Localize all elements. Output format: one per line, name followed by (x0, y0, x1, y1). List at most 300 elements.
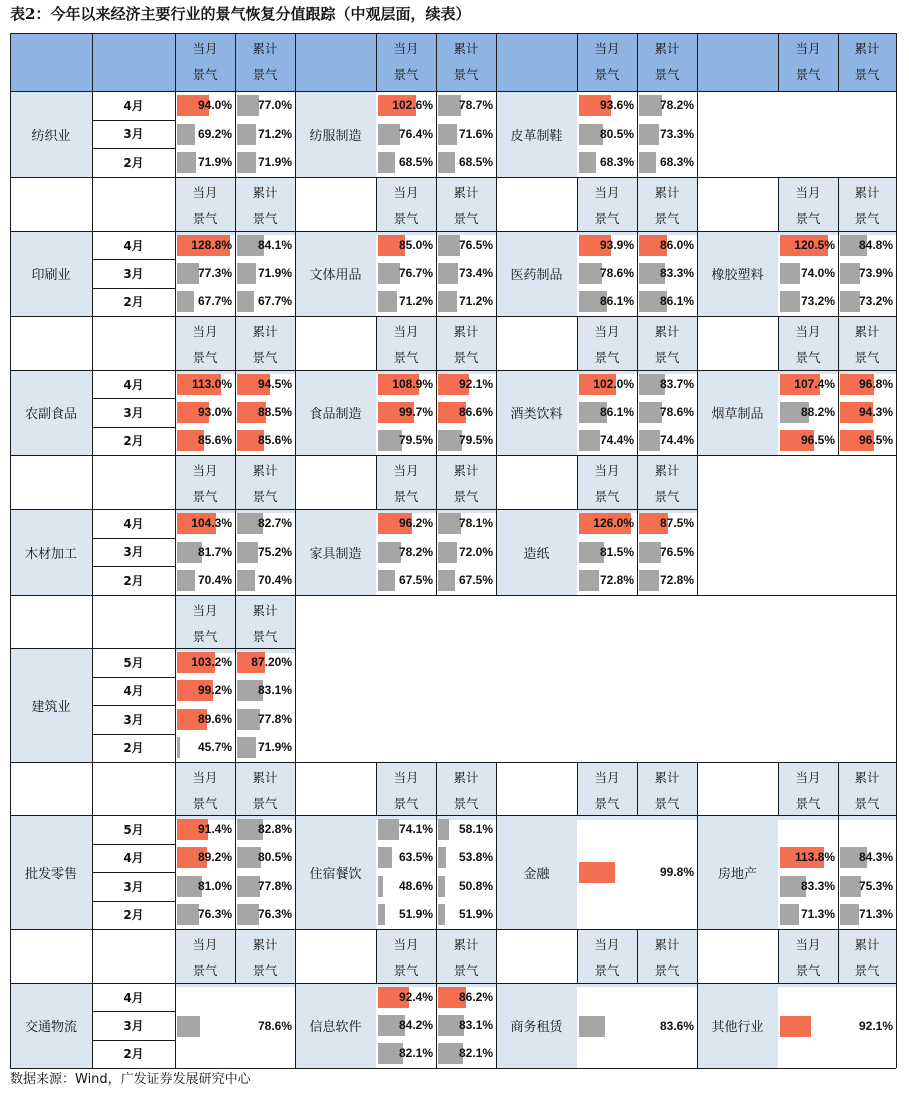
month-label: 3月 (123, 127, 144, 142)
grid-line (92, 427, 175, 428)
header-line: 景气 (854, 211, 880, 226)
value-cell (436, 288, 496, 315)
current-climate-header (175, 33, 235, 91)
header-line: 景气 (393, 796, 419, 811)
grid-line (577, 316, 578, 370)
value-text: 83.1% (458, 1018, 493, 1032)
current-climate-header (778, 929, 838, 987)
current-climate-header (175, 595, 235, 653)
value-cell (778, 260, 838, 287)
value-bar (237, 904, 259, 925)
month-label: 5月 (123, 655, 144, 670)
value-text: 75.2% (257, 544, 292, 559)
value-text: 81.0% (197, 878, 232, 893)
value-cell (235, 232, 295, 259)
grid-line (92, 120, 175, 121)
header-line: 景气 (192, 67, 218, 82)
cumulative-climate-header (436, 929, 496, 987)
value-text: 113.0% (191, 376, 232, 391)
cumulative-climate-header (838, 316, 896, 374)
cumulative-climate-header (436, 177, 496, 235)
grid-line (175, 595, 176, 648)
value-cell (376, 567, 436, 594)
value-bar (639, 542, 661, 563)
month-label: 4月 (123, 238, 144, 253)
header-line: 当月 (192, 324, 218, 339)
value-text: 71.3% (858, 907, 893, 922)
header-line: 景气 (252, 67, 278, 82)
current-climate-header (376, 455, 436, 513)
header-line: 景气 (594, 211, 620, 226)
header-line: 累计 (453, 937, 479, 952)
grid-line (778, 762, 779, 815)
grid-line (838, 370, 839, 455)
grid-line (436, 231, 437, 316)
header-line: 景气 (854, 350, 880, 365)
grid-line (436, 455, 437, 509)
current-climate-header (175, 177, 235, 235)
grid-line (637, 370, 638, 455)
grid-line (637, 455, 638, 509)
value-bar (840, 291, 860, 312)
grid-line (92, 1040, 175, 1041)
header-line: 累计 (854, 770, 880, 785)
value-cell (637, 567, 697, 594)
value-cell (778, 901, 838, 928)
value-cell (235, 510, 295, 537)
grid-line (92, 762, 93, 815)
grid-line (376, 455, 377, 509)
grid-line (295, 370, 296, 455)
value-cell (838, 427, 896, 454)
grid-line (637, 929, 638, 983)
value-text: 78.2% (398, 544, 433, 559)
grid-line (697, 983, 698, 1068)
value-cell (376, 984, 436, 1011)
cumulative-climate-header (838, 33, 896, 91)
header-line: 累计 (654, 185, 680, 200)
grid-line (92, 566, 175, 567)
value-text: 82.8% (257, 821, 292, 836)
grid-line (697, 762, 698, 815)
industry-label: 商务租赁 (496, 983, 577, 1068)
value-cell (577, 1013, 697, 1040)
value-text: 71.2% (398, 294, 433, 309)
grid-line (92, 901, 175, 902)
industry-label: 家具制造 (295, 509, 376, 595)
grid-line (10, 1068, 896, 1069)
header-line: 景气 (393, 963, 419, 978)
value-text: 78.7% (458, 97, 493, 112)
value-cell (175, 1013, 295, 1040)
grid-line (376, 33, 377, 91)
header-line: 景气 (594, 489, 620, 504)
value-text: 77.0% (257, 97, 292, 112)
value-text: 96.8% (858, 376, 893, 391)
value-bar (639, 430, 660, 451)
header-line: 当月 (795, 185, 821, 200)
value-cell (577, 399, 637, 426)
value-text: 89.6% (197, 711, 232, 726)
value-text: 84.1% (257, 237, 292, 252)
value-text: 99.7% (398, 405, 433, 419)
industry-label: 医药制品 (496, 231, 577, 316)
value-text: 92.1% (858, 1018, 893, 1033)
value-text: 96.5% (858, 433, 893, 448)
cumulative-climate-header (235, 595, 295, 653)
value-cell (436, 844, 496, 871)
header-line: 当月 (795, 937, 821, 952)
grid-line (295, 509, 296, 595)
value-cell (637, 92, 697, 119)
grid-line (10, 983, 896, 984)
value-text: 96.5% (800, 433, 835, 448)
grid-line (10, 509, 697, 510)
grid-line (295, 815, 296, 929)
header-line: 景气 (393, 67, 419, 82)
grid-line (295, 929, 296, 983)
grid-line (838, 33, 839, 91)
grid-line (436, 509, 437, 595)
header-line: 景气 (192, 350, 218, 365)
header-line: 景气 (192, 629, 218, 644)
value-text: 94.5% (257, 376, 292, 391)
value-bar (237, 570, 255, 591)
value-cell (577, 288, 637, 315)
header-line: 景气 (795, 67, 821, 82)
value-text: 51.9% (458, 907, 493, 922)
value-cell (637, 399, 697, 426)
value-cell (376, 92, 436, 119)
header-line: 累计 (252, 41, 278, 56)
grid-line (896, 231, 897, 316)
value-cell (376, 121, 436, 148)
value-cell (175, 149, 235, 176)
grid-line (235, 509, 236, 595)
value-text: 94.0% (197, 97, 232, 112)
value-cell (235, 873, 295, 900)
grid-line (697, 455, 698, 509)
current-climate-header (175, 316, 235, 374)
value-bar (639, 570, 659, 591)
value-bar (237, 124, 256, 145)
grid-line (697, 231, 698, 316)
value-cell (175, 677, 235, 704)
value-cell (235, 260, 295, 287)
header-line: 累计 (854, 937, 880, 952)
grid-line (175, 177, 176, 231)
value-cell (436, 984, 496, 1011)
industry-label: 农副食品 (10, 370, 92, 455)
value-cell (376, 232, 436, 259)
header-line: 景气 (192, 796, 218, 811)
value-text: 50.8% (458, 878, 493, 893)
header-line: 累计 (252, 463, 278, 478)
grid-line (235, 815, 236, 929)
value-cell (637, 371, 697, 398)
grid-line (10, 231, 896, 232)
value-cell (436, 260, 496, 287)
grid-line (92, 705, 175, 706)
grid-line (577, 33, 578, 91)
month-label: 3月 (123, 712, 144, 727)
value-bar (438, 904, 445, 925)
value-cell (436, 1012, 496, 1039)
grid-line (376, 762, 377, 815)
value-cell (376, 399, 436, 426)
value-text: 86.2% (458, 989, 493, 1004)
header-line: 当月 (594, 324, 620, 339)
value-cell (838, 873, 896, 900)
value-text: 77.8% (257, 878, 292, 893)
month-label: 2月 (123, 908, 144, 923)
grid-line (92, 595, 93, 648)
cumulative-climate-header (838, 762, 896, 820)
cumulative-climate-header (436, 316, 496, 374)
industry-label: 批发零售 (10, 815, 92, 929)
value-text: 68.5% (458, 155, 493, 170)
value-text: 113.8% (794, 850, 835, 865)
grid-line (697, 370, 698, 455)
grid-line (175, 370, 176, 455)
value-bar (579, 862, 615, 883)
grid-line (577, 762, 578, 815)
header-line: 当月 (594, 185, 620, 200)
grid-line (577, 929, 578, 983)
grid-line (637, 177, 638, 231)
grid-line (295, 33, 296, 91)
header-line: 当月 (393, 463, 419, 478)
header-line: 景气 (654, 489, 680, 504)
industry-label: 纺服制造 (295, 91, 376, 177)
month-label: 3月 (123, 266, 144, 281)
header-line: 景气 (393, 211, 419, 226)
grid-line (10, 595, 896, 596)
value-cell (637, 149, 697, 176)
value-cell (436, 901, 496, 928)
value-cell (577, 859, 697, 886)
value-cell (235, 427, 295, 454)
grid-line (697, 929, 698, 983)
header-line: 累计 (654, 463, 680, 478)
current-climate-header (577, 929, 637, 987)
grid-line (235, 595, 236, 648)
header-line: 景气 (453, 211, 479, 226)
month-label: 4月 (123, 990, 144, 1005)
header-line: 景气 (594, 350, 620, 365)
grid-line (577, 177, 578, 231)
grid-line (896, 595, 897, 762)
grid-line (175, 815, 176, 929)
value-text: 93.9% (599, 237, 634, 252)
grid-line (376, 929, 377, 983)
grid-line (295, 316, 296, 370)
value-text: 74.0% (800, 266, 835, 280)
month-label: 4月 (123, 851, 144, 866)
cumulative-climate-header (436, 762, 496, 820)
grid-line (778, 929, 779, 983)
value-text: 87.20% (251, 654, 292, 669)
header-line: 当月 (393, 770, 419, 785)
header-line: 当月 (594, 463, 620, 478)
value-text: 81.5% (599, 544, 634, 559)
grid-line (436, 929, 437, 983)
value-cell (235, 734, 295, 761)
value-cell (838, 260, 896, 287)
header-line: 景气 (795, 211, 821, 226)
grid-line (175, 929, 176, 983)
value-bar (438, 124, 457, 145)
header-line: 累计 (252, 603, 278, 618)
grid-line (496, 983, 497, 1068)
grid-line (10, 762, 11, 929)
value-text: 82.1% (398, 1046, 433, 1061)
value-bar (639, 152, 656, 173)
grid-line (496, 762, 497, 815)
value-cell (577, 567, 637, 594)
header-line: 景气 (453, 489, 479, 504)
value-text: 84.8% (858, 237, 893, 252)
header-line: 当月 (795, 324, 821, 339)
grid-line (697, 316, 698, 370)
value-text: 76.3% (257, 907, 292, 922)
grid-line (436, 316, 437, 370)
grid-line (838, 762, 839, 815)
value-bar (177, 737, 180, 758)
grid-line (637, 762, 638, 815)
grid-line (778, 33, 779, 91)
value-text: 88.2% (800, 405, 835, 419)
value-text: 92.1% (458, 376, 493, 391)
value-text: 104.3% (191, 515, 232, 530)
grid-line (838, 177, 839, 231)
value-text: 83.7% (659, 376, 694, 391)
header-line: 景气 (795, 350, 821, 365)
value-cell (376, 1012, 436, 1039)
cumulative-climate-header (637, 316, 697, 374)
value-cell (436, 149, 496, 176)
grid-line (92, 844, 175, 845)
header-line: 景气 (594, 67, 620, 82)
value-bar (378, 542, 401, 563)
value-text: 76.5% (458, 237, 493, 252)
grid-line (92, 983, 93, 1068)
value-text: 67.7% (257, 294, 292, 309)
value-cell (436, 232, 496, 259)
value-bar (579, 263, 602, 284)
value-text: 71.3% (800, 907, 835, 922)
value-cell (175, 873, 235, 900)
value-cell (175, 260, 235, 287)
current-climate-header (577, 177, 637, 235)
value-text: 81.7% (197, 544, 232, 559)
value-cell (376, 427, 436, 454)
header-line: 景气 (854, 963, 880, 978)
grid-line (235, 762, 236, 815)
industry-label: 食品制造 (295, 370, 376, 455)
value-bar (378, 291, 397, 312)
cumulative-climate-header (235, 455, 295, 513)
cumulative-climate-header (235, 316, 295, 374)
industry-label: 酒类饮料 (496, 370, 577, 455)
header-line: 景气 (252, 796, 278, 811)
current-climate-header (376, 762, 436, 820)
data-source-note: 数据来源：Wind，广发证券发展研究中心 (10, 1072, 251, 1087)
grid-line (637, 316, 638, 370)
header-line: 景气 (252, 963, 278, 978)
value-cell (838, 816, 896, 843)
cumulative-climate-header (235, 929, 295, 987)
value-cell (376, 844, 436, 871)
value-text: 88.5% (257, 405, 292, 419)
value-bar (780, 263, 800, 284)
value-bar (438, 847, 446, 868)
value-text: 86.1% (659, 294, 694, 309)
value-bar (177, 291, 194, 312)
value-cell (235, 399, 295, 426)
header-line: 累计 (654, 324, 680, 339)
value-cell (778, 873, 838, 900)
value-cell (376, 816, 436, 843)
value-cell (235, 567, 295, 594)
grid-line (10, 33, 896, 34)
grid-line (235, 929, 236, 983)
value-text: 102.0% (593, 376, 634, 391)
value-cell (235, 649, 295, 676)
grid-line (235, 33, 236, 91)
value-bar (438, 570, 455, 591)
value-cell (577, 92, 637, 119)
value-cell (376, 1040, 436, 1067)
grid-line (838, 316, 839, 370)
value-cell (235, 844, 295, 871)
value-cell (637, 232, 697, 259)
grid-line (295, 648, 296, 762)
grid-line (175, 231, 176, 316)
grid-line (175, 983, 176, 1068)
header-line: 景气 (453, 67, 479, 82)
grid-line (637, 33, 638, 91)
industry-label: 文体用品 (295, 231, 376, 316)
grid-line (896, 370, 897, 455)
value-cell (376, 288, 436, 315)
header-line: 景气 (252, 211, 278, 226)
current-climate-header (175, 455, 235, 513)
value-text: 86.1% (599, 405, 634, 419)
grid-line (10, 595, 11, 762)
value-text: 45.7% (197, 740, 232, 755)
header-line: 累计 (453, 770, 479, 785)
value-cell (838, 901, 896, 928)
value-bar (378, 263, 400, 284)
header-line: 当月 (192, 770, 218, 785)
grid-line (92, 929, 93, 983)
grid-line (92, 33, 93, 91)
value-cell (637, 539, 697, 566)
header-line: 景气 (252, 489, 278, 504)
value-text: 77.3% (197, 266, 232, 280)
cumulative-climate-header (436, 33, 496, 91)
month-label: 2月 (123, 295, 144, 310)
grid-line (235, 231, 236, 316)
value-cell (175, 399, 235, 426)
value-bar (780, 1016, 811, 1037)
value-text: 108.9% (392, 376, 433, 391)
grid-line (436, 91, 437, 177)
value-text: 78.2% (659, 97, 694, 112)
value-cell (175, 706, 235, 733)
value-text: 71.2% (458, 294, 493, 309)
